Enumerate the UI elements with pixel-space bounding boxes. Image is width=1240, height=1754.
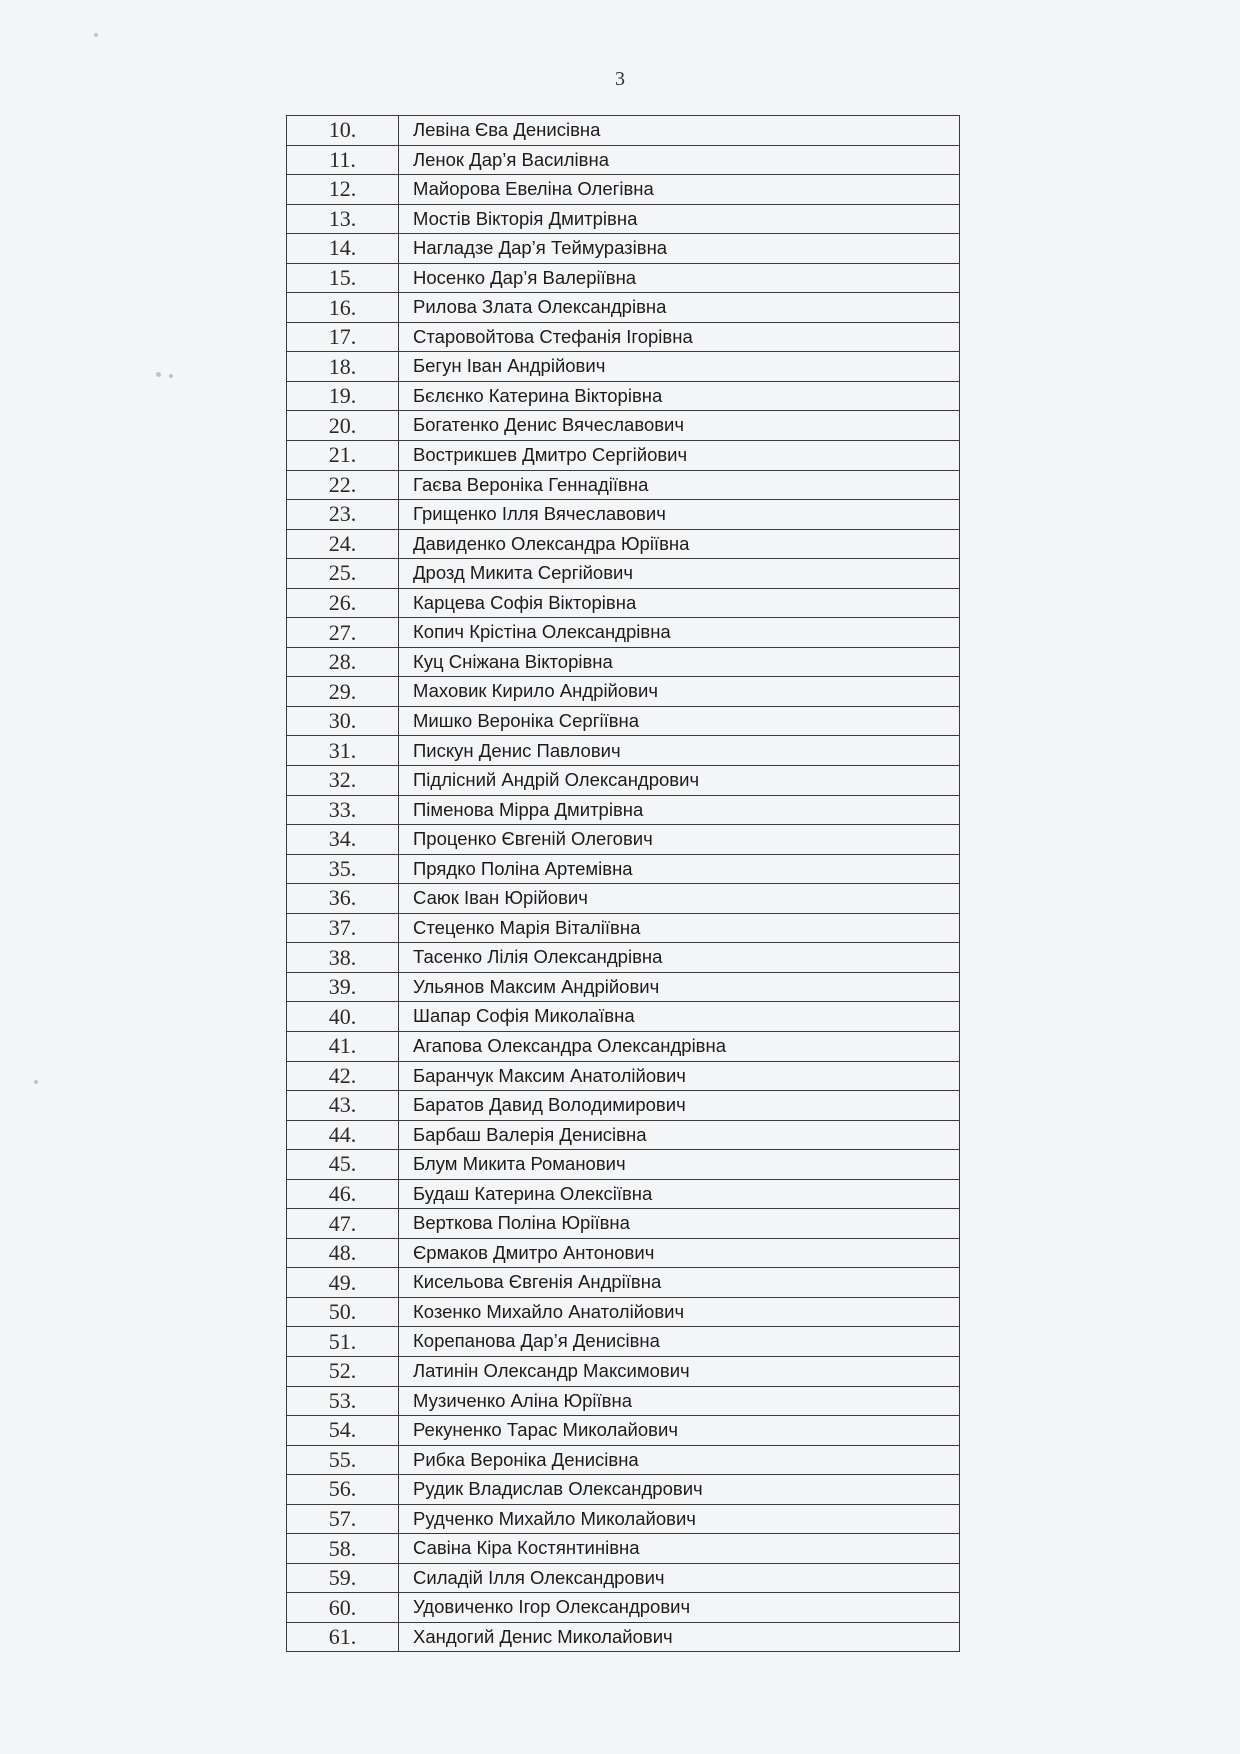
row-number: 56. (287, 1475, 399, 1505)
row-number: 43. (287, 1091, 399, 1121)
student-name: Грищенко Ілля Вячеславович (399, 500, 960, 530)
table-row (287, 175, 960, 205)
table-row (287, 411, 960, 441)
row-number: 24. (287, 529, 399, 559)
student-name: Рилова Злата Олександрівна (399, 293, 960, 323)
table-row (287, 854, 960, 884)
row-number: 32. (287, 766, 399, 796)
row-number: 59. (287, 1563, 399, 1593)
table-row (287, 884, 960, 914)
row-number: 39. (287, 972, 399, 1002)
student-name: Тасенко Лілія Олександрівна (399, 943, 960, 973)
row-number: 17. (287, 322, 399, 352)
table-row (287, 1120, 960, 1150)
student-name: Рекуненко Тарас Миколайович (399, 1416, 960, 1446)
table-row (287, 470, 960, 500)
table-row (287, 647, 960, 677)
table-row (287, 529, 960, 559)
student-name: Дрозд Микита Сергійович (399, 559, 960, 589)
table-row (287, 1445, 960, 1475)
row-number: 22. (287, 470, 399, 500)
student-name: Рудченко Михайло Миколайович (399, 1504, 960, 1534)
student-name: Пискун Денис Павлович (399, 736, 960, 766)
student-name: Ленок Дар’я Василівна (399, 145, 960, 175)
table-row (287, 1268, 960, 1298)
student-name: Мостів Вікторія Дмитрівна (399, 204, 960, 234)
student-name: Прядко Поліна Артемівна (399, 854, 960, 884)
row-number: 25. (287, 559, 399, 589)
row-number: 55. (287, 1445, 399, 1475)
student-name: Копич Крістіна Олександрівна (399, 618, 960, 648)
student-name: Рибка Вероніка Денисівна (399, 1445, 960, 1475)
student-name: Підлісний Андрій Олександрович (399, 766, 960, 796)
row-number: 23. (287, 500, 399, 530)
row-number: 14. (287, 234, 399, 264)
table-row (287, 1475, 960, 1505)
student-list-table (286, 115, 960, 1652)
student-name: Барбаш Валерія Денисівна (399, 1120, 960, 1150)
student-name: Силадій Ілля Олександрович (399, 1563, 960, 1593)
student-name: Старовойтова Стефанія Ігорівна (399, 322, 960, 352)
table-row (287, 1593, 960, 1623)
scan-speck (34, 1080, 38, 1084)
scan-speck (169, 374, 173, 378)
table-row (287, 1031, 960, 1061)
row-number: 47. (287, 1209, 399, 1239)
row-number: 54. (287, 1416, 399, 1446)
table-row (287, 1622, 960, 1652)
row-number: 45. (287, 1150, 399, 1180)
student-name: Бєлєнко Катерина Вікторівна (399, 381, 960, 411)
student-name: Хандогий Денис Миколайович (399, 1622, 960, 1652)
row-number: 35. (287, 854, 399, 884)
table-row (287, 293, 960, 323)
table-row (287, 1002, 960, 1032)
student-name: Богатенко Денис Вячеславович (399, 411, 960, 441)
table-row (287, 559, 960, 589)
row-number: 58. (287, 1534, 399, 1564)
student-name: Карцева Софія Вікторівна (399, 588, 960, 618)
table-row (287, 766, 960, 796)
row-number: 19. (287, 381, 399, 411)
student-name: Гаєва Вероніка Геннадіївна (399, 470, 960, 500)
student-name: Стеценко Марія Віталіївна (399, 913, 960, 943)
student-name: Проценко Євгеній Олегович (399, 825, 960, 855)
table-row (287, 1209, 960, 1239)
row-number: 46. (287, 1179, 399, 1209)
row-number: 60. (287, 1593, 399, 1623)
table-row (287, 618, 960, 648)
student-name: Вострикшев Дмитро Сергійович (399, 441, 960, 471)
row-number: 52. (287, 1356, 399, 1386)
row-number: 34. (287, 825, 399, 855)
table-row (287, 1416, 960, 1446)
table-row (287, 588, 960, 618)
table-row (287, 795, 960, 825)
table-row (287, 1327, 960, 1357)
student-name: Кисельова Євгенія Андріївна (399, 1268, 960, 1298)
row-number: 12. (287, 175, 399, 205)
student-name: Куц Сніжана Вікторівна (399, 647, 960, 677)
table-row (287, 145, 960, 175)
row-number: 48. (287, 1238, 399, 1268)
scan-speck (94, 33, 98, 37)
row-number: 36. (287, 884, 399, 914)
student-name: Саюк Іван Юрійович (399, 884, 960, 914)
row-number: 11. (287, 145, 399, 175)
table-row (287, 1504, 960, 1534)
table-row (287, 322, 960, 352)
table-row (287, 1150, 960, 1180)
row-number: 31. (287, 736, 399, 766)
row-number: 40. (287, 1002, 399, 1032)
student-name: Шапар Софія Миколаївна (399, 1002, 960, 1032)
row-number: 61. (287, 1622, 399, 1652)
row-number: 28. (287, 647, 399, 677)
table-row (287, 1061, 960, 1091)
row-number: 27. (287, 618, 399, 648)
table-row (287, 1386, 960, 1416)
row-number: 15. (287, 263, 399, 293)
row-number: 20. (287, 411, 399, 441)
table-row (287, 500, 960, 530)
student-name: Левіна Єва Денисівна (399, 116, 960, 146)
table-row (287, 736, 960, 766)
row-number: 42. (287, 1061, 399, 1091)
student-name: Нагладзе Дар’я Теймуразівна (399, 234, 960, 264)
row-number: 21. (287, 441, 399, 471)
table-row (287, 441, 960, 471)
student-name: Носенко Дар’я Валеріївна (399, 263, 960, 293)
table-row (287, 116, 960, 146)
row-number: 50. (287, 1297, 399, 1327)
row-number: 57. (287, 1504, 399, 1534)
table-row (287, 204, 960, 234)
row-number: 26. (287, 588, 399, 618)
table-row (287, 913, 960, 943)
student-name: Латинін Олександр Максимович (399, 1356, 960, 1386)
table-row (287, 1238, 960, 1268)
table-row (287, 234, 960, 264)
row-number: 29. (287, 677, 399, 707)
student-name: Бегун Іван Андрійович (399, 352, 960, 382)
student-name: Ульянов Максим Андрійович (399, 972, 960, 1002)
table-row (287, 1534, 960, 1564)
row-number: 37. (287, 913, 399, 943)
student-name: Корепанова Дар’я Денисівна (399, 1327, 960, 1357)
student-name: Агапова Олександра Олександрівна (399, 1031, 960, 1061)
student-name: Козенко Михайло Анатолійович (399, 1297, 960, 1327)
student-name: Баранчук Максим Анатолійович (399, 1061, 960, 1091)
table-row (287, 825, 960, 855)
table-row (287, 972, 960, 1002)
row-number: 16. (287, 293, 399, 323)
row-number: 44. (287, 1120, 399, 1150)
student-name: Мишко Вероніка Сергіївна (399, 706, 960, 736)
row-number: 53. (287, 1386, 399, 1416)
student-name: Рудик Владислав Олександрович (399, 1475, 960, 1505)
table-row (287, 1297, 960, 1327)
student-name: Майорова Евеліна Олегівна (399, 175, 960, 205)
student-name: Верткова Поліна Юріївна (399, 1209, 960, 1239)
row-number: 30. (287, 706, 399, 736)
student-name: Маховик Кирило Андрійович (399, 677, 960, 707)
row-number: 51. (287, 1327, 399, 1357)
scan-speck (156, 372, 161, 377)
row-number: 33. (287, 795, 399, 825)
row-number: 38. (287, 943, 399, 973)
table-row (287, 381, 960, 411)
student-list-body (287, 116, 960, 1652)
table-row (287, 1179, 960, 1209)
row-number: 13. (287, 204, 399, 234)
student-name: Піменова Мірра Дмитрівна (399, 795, 960, 825)
student-name: Музиченко Аліна Юріївна (399, 1386, 960, 1416)
student-name: Баратов Давид Володимирович (399, 1091, 960, 1121)
table-row (287, 1356, 960, 1386)
student-name: Савіна Кіра Костянтинівна (399, 1534, 960, 1564)
row-number: 10. (287, 116, 399, 146)
row-number: 18. (287, 352, 399, 382)
page-number: 3 (615, 68, 625, 90)
table-row (287, 706, 960, 736)
student-name: Єрмаков Дмитро Антонович (399, 1238, 960, 1268)
student-name: Давиденко Олександра Юріївна (399, 529, 960, 559)
row-number: 41. (287, 1031, 399, 1061)
row-number: 49. (287, 1268, 399, 1298)
table-row (287, 677, 960, 707)
table-row (287, 352, 960, 382)
student-name: Удовиченко Ігор Олександрович (399, 1593, 960, 1623)
table-row (287, 943, 960, 973)
student-name: Блум Микита Романович (399, 1150, 960, 1180)
table-row (287, 1563, 960, 1593)
table-row (287, 1091, 960, 1121)
table-row (287, 263, 960, 293)
student-name: Будаш Катерина Олексіївна (399, 1179, 960, 1209)
